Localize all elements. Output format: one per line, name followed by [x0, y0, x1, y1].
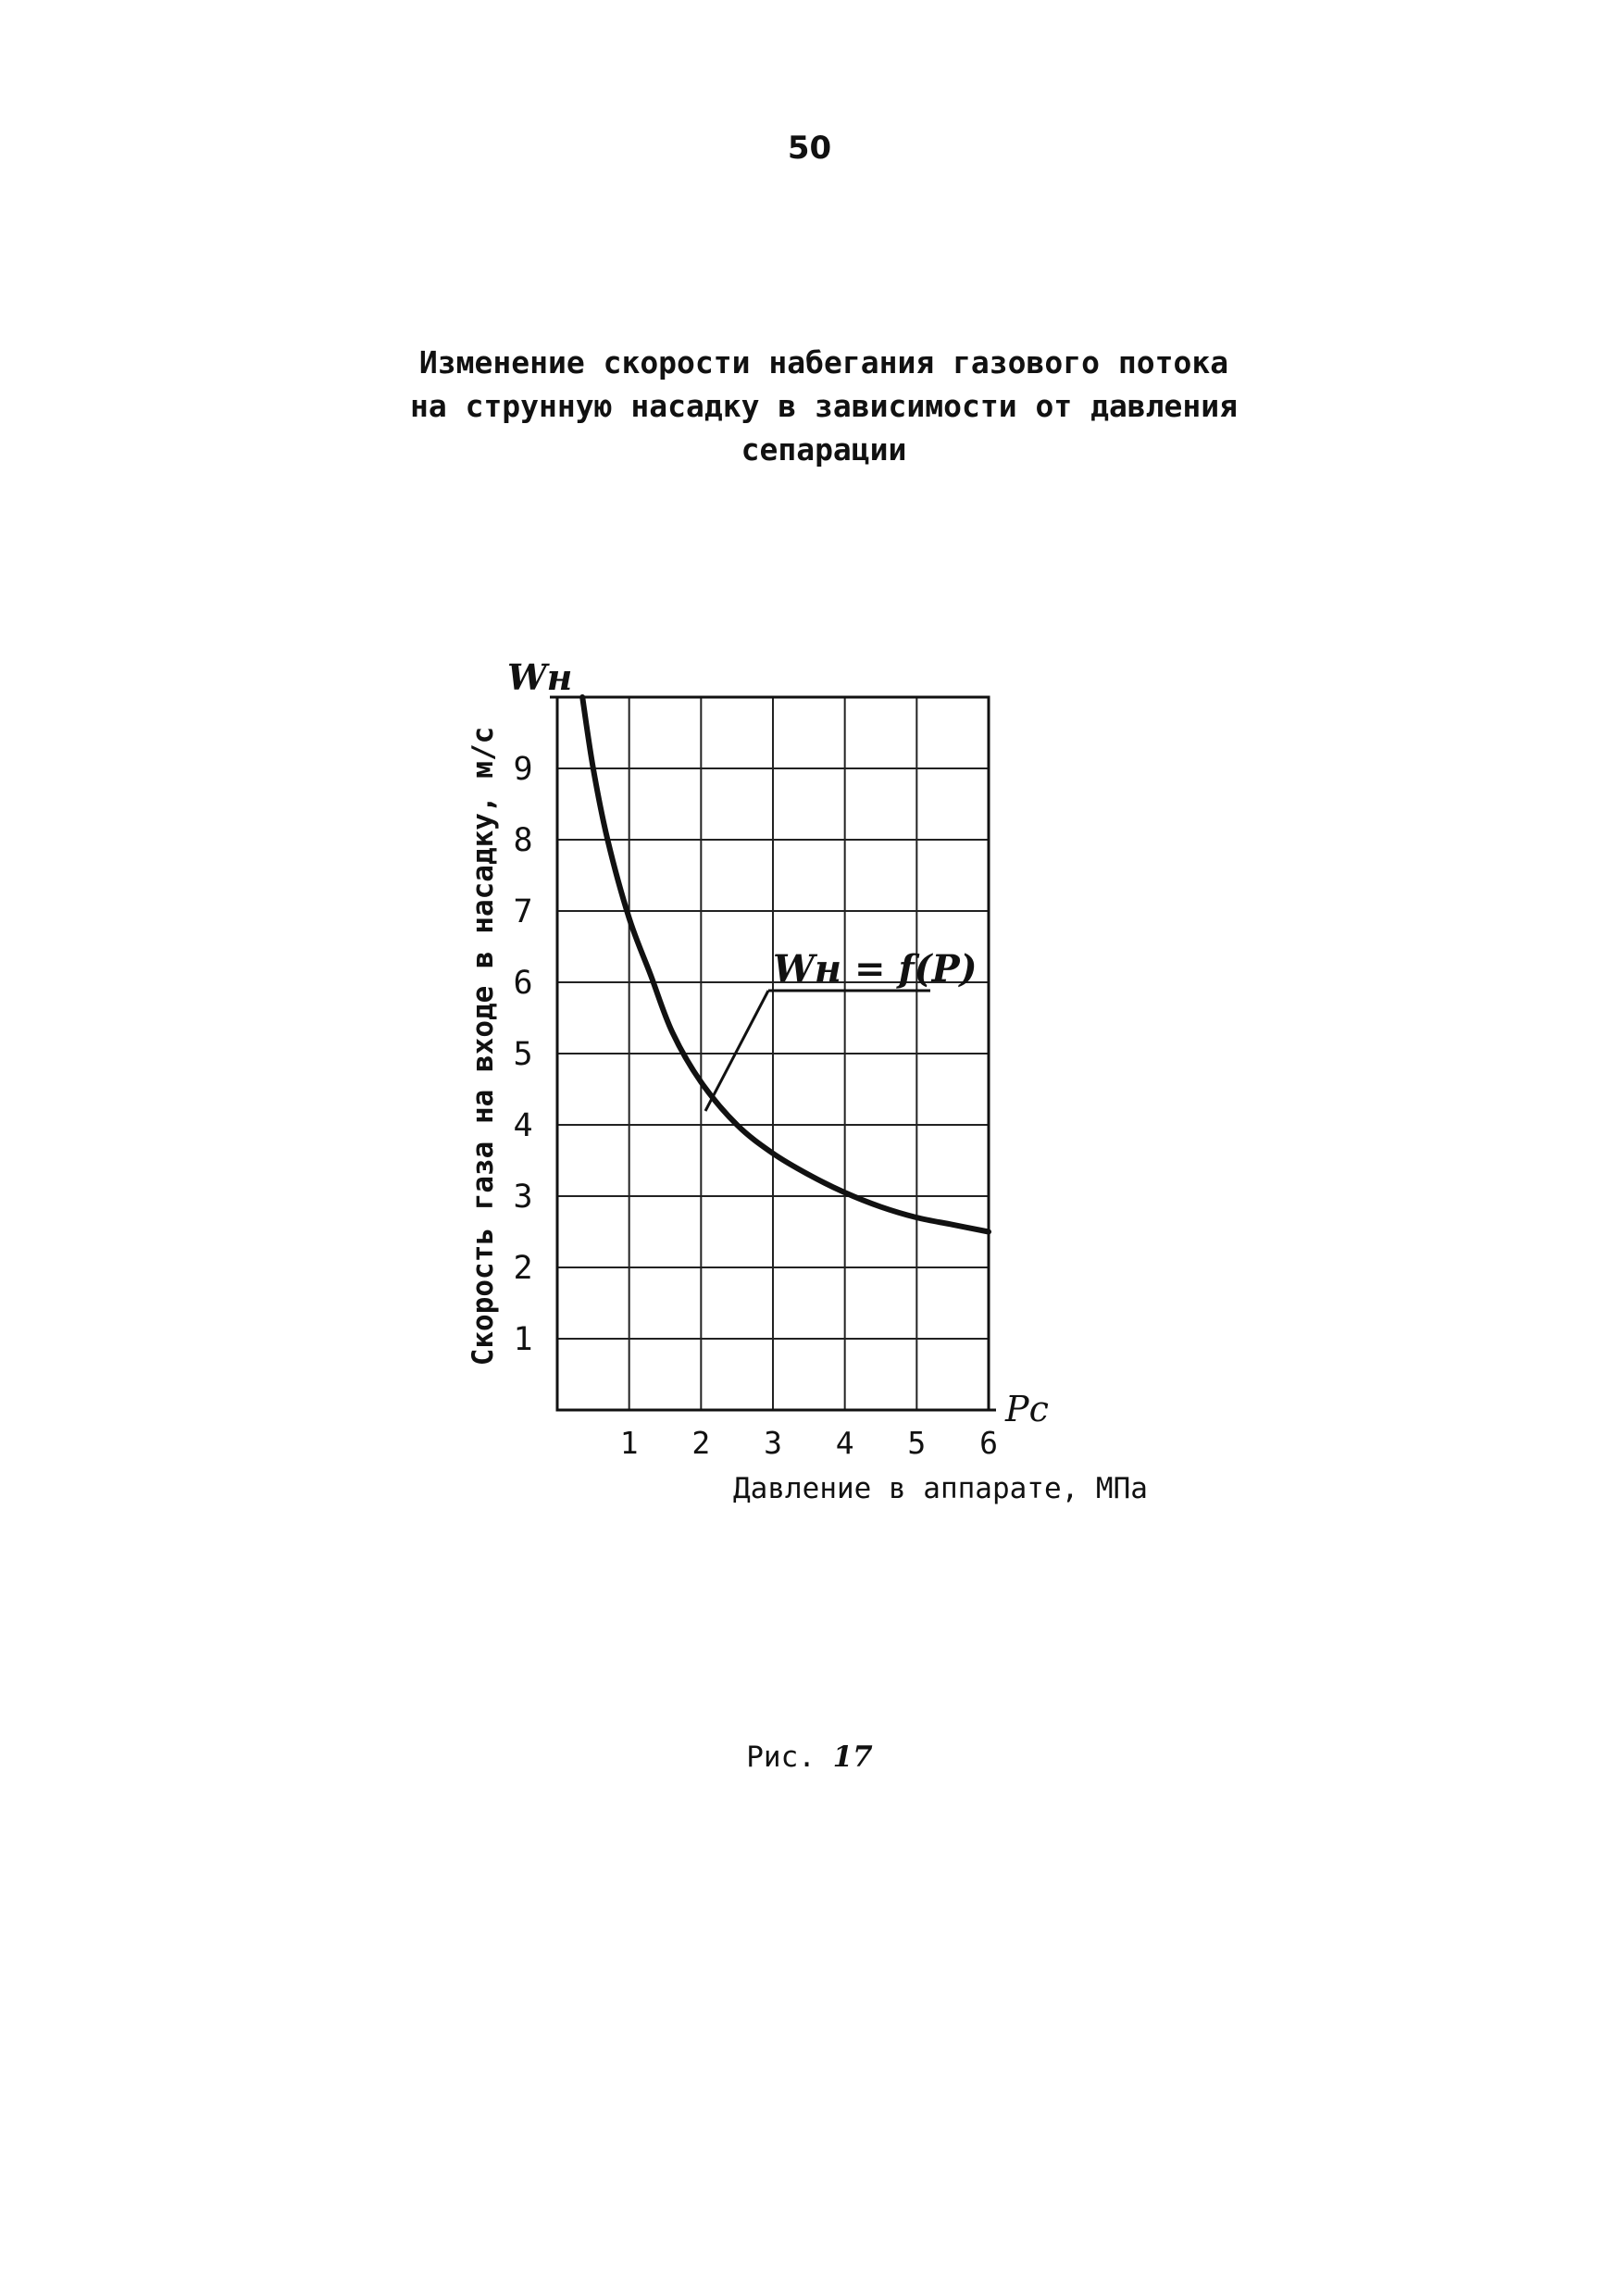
caption-prefix: Рис. — [746, 1741, 816, 1774]
page-number: 50 — [787, 130, 832, 167]
x-tick-label: 6 — [979, 1425, 998, 1461]
x-tick-label: 3 — [764, 1425, 782, 1461]
x-tick-label: 1 — [619, 1425, 639, 1461]
chart-tick-labels — [513, 751, 997, 1461]
y-tick-label: 5 — [513, 1036, 533, 1073]
formula-label: Wн = f(P) — [773, 947, 978, 991]
y-axis-symbol: Wн — [507, 656, 573, 698]
y-tick-label: 4 — [513, 1107, 533, 1144]
title-line-2: на струнную насадку в зависимости от давления — [409, 388, 1239, 424]
figure-caption — [0, 1741, 1619, 1774]
y-tick-label: 7 — [513, 893, 533, 930]
x-tick-label: 2 — [691, 1425, 711, 1461]
x-axis-label: Давление в аппарате, МПа — [733, 1472, 1148, 1505]
chart-grid — [557, 697, 989, 1410]
y-tick-label: 2 — [513, 1250, 533, 1287]
x-tick-label: 5 — [907, 1425, 927, 1461]
caption-number: 17 — [832, 1741, 873, 1774]
x-axis-symbol: Pc — [1005, 1389, 1049, 1429]
x-tick-label: 4 — [835, 1425, 854, 1461]
y-tick-label: 6 — [513, 965, 533, 1002]
y-axis-label: Скорость газа на входе в насадку, м/с — [467, 726, 500, 1366]
y-tick-label: 8 — [513, 822, 533, 859]
y-tick-label: 3 — [513, 1179, 533, 1216]
y-tick-label: 9 — [513, 751, 533, 788]
y-tick-label: 1 — [513, 1321, 533, 1358]
title-line-1: Изменение скорости набегания газового потока — [418, 344, 1229, 381]
formula-leader-line — [705, 991, 768, 1111]
title-line-3: сепарации — [741, 431, 907, 468]
